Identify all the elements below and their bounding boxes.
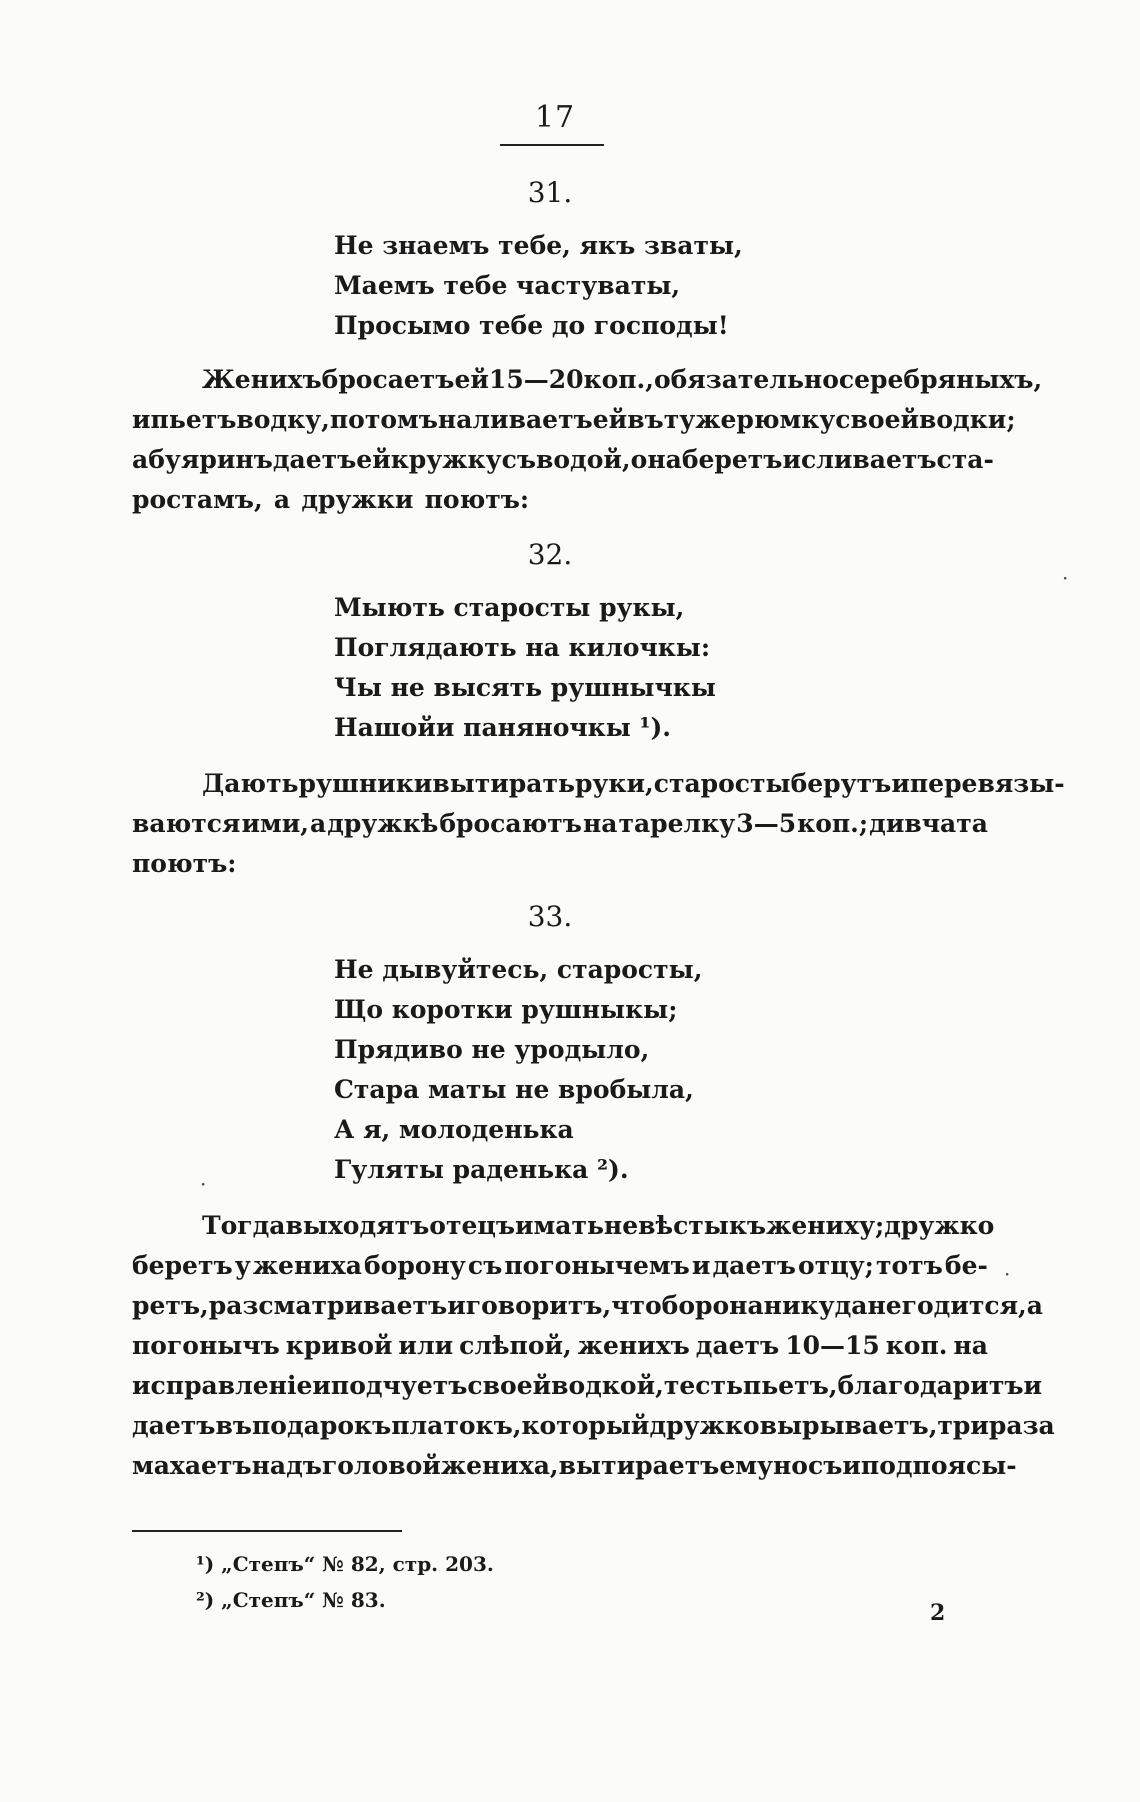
footnotes	[196, 1546, 494, 1618]
prose-word: перевязы-	[909, 769, 1065, 798]
prose-word: надъ	[251, 1451, 322, 1480]
prose-word: никуда	[763, 1291, 868, 1320]
prose-word: 3—5	[736, 809, 797, 838]
prose-line	[132, 1286, 1043, 1326]
prose-word: 10—15	[785, 1331, 880, 1360]
prose-word: кружку	[390, 445, 502, 474]
prose-word: къ	[728, 1211, 767, 1240]
prose-word: даетъ	[712, 1251, 796, 1280]
prose-word: коп.;	[797, 809, 869, 838]
prose-line	[132, 844, 988, 884]
prose-word: коп.	[885, 1331, 948, 1360]
prose-word: или	[398, 1331, 454, 1360]
prose-word: Женихъ	[202, 365, 322, 394]
prose-word: жениха,	[440, 1451, 559, 1480]
verse-line: Гуляты раденька ²).	[334, 1155, 629, 1184]
footnote-rule	[132, 1530, 402, 1532]
prose-word: берутъ	[790, 769, 892, 798]
prose-word: платокъ,	[391, 1411, 522, 1440]
section-number-32: 32.	[527, 538, 573, 571]
prose-word: невѣсты	[603, 1211, 729, 1240]
prose-word: наливаетъ	[437, 405, 593, 434]
prose-word: дружко	[884, 1211, 995, 1240]
prose-word: кривой	[285, 1331, 393, 1360]
prose-word: ретъ,	[132, 1291, 209, 1320]
verse-line: Нашойи паняночкы ¹).	[334, 713, 671, 742]
prose-word: раза	[988, 1411, 1055, 1440]
verse-line: Чы не высять рушнычкы	[334, 673, 716, 702]
prose-word: ста-	[936, 445, 994, 474]
prose-word: ту	[663, 405, 696, 434]
page-number: 17	[534, 100, 576, 135]
prose-word: а	[273, 485, 291, 514]
prose-word: тарелку	[618, 809, 736, 838]
prose-word: буяринъ	[148, 445, 273, 474]
prose-32	[132, 764, 1065, 884]
prose-word: ими,	[241, 809, 309, 838]
prose-word: дружко	[649, 1411, 760, 1440]
prose-word: ей	[592, 405, 628, 434]
prose-word: ваются	[132, 809, 241, 838]
prose-word: даетъ	[695, 1331, 780, 1360]
prose-word: отецъ	[429, 1211, 515, 1240]
prose-word: погонычъ	[132, 1331, 280, 1360]
prose-word: подчуетъ	[330, 1371, 468, 1400]
prose-word: ростамъ,	[132, 485, 263, 514]
prose-word: на	[953, 1331, 988, 1360]
prose-word: отцу;	[798, 1251, 874, 1280]
prose-line	[132, 1446, 1017, 1486]
prose-word: 15—20	[488, 365, 584, 394]
prose-word: на	[582, 809, 618, 838]
prose-word: разсматриваетъ	[208, 1291, 448, 1320]
prose-word: выходятъ	[285, 1211, 430, 1240]
prose-word: пьетъ,	[742, 1371, 838, 1400]
prose-word: говоритъ,	[465, 1291, 612, 1320]
prose-word: ему	[719, 1451, 773, 1480]
prose-word: въ	[215, 1411, 252, 1440]
prose-line	[132, 764, 1065, 804]
prose-word: жениха	[252, 1251, 362, 1280]
prose-word: жениху;	[766, 1211, 885, 1240]
prose-word: и	[891, 769, 910, 798]
prose-word: и	[1023, 1371, 1043, 1400]
prose-word: который	[521, 1411, 650, 1440]
prose-word: дружки	[301, 485, 414, 514]
prose-word: водку,	[236, 405, 330, 434]
prose-word: даетъ	[132, 1411, 216, 1440]
print-speck: ·	[1004, 1262, 1011, 1286]
prose-word: и	[515, 1211, 534, 1240]
prose-word: и	[132, 405, 151, 434]
prose-line	[132, 360, 1043, 400]
prose-line	[132, 804, 988, 844]
prose-word: рушники	[298, 769, 433, 798]
prose-33	[132, 1206, 1055, 1486]
prose-word: своей	[467, 1371, 552, 1400]
verse-line: А я, молоденька	[334, 1115, 574, 1144]
prose-word: годится,	[901, 1291, 1027, 1320]
prose-line	[132, 1406, 1055, 1446]
prose-word: и	[782, 445, 801, 474]
prose-word: у	[234, 1251, 251, 1280]
prose-word: и	[447, 1291, 466, 1320]
prose-word: что	[611, 1291, 662, 1320]
prose-line	[132, 480, 988, 520]
prose-word: бросаютъ	[439, 809, 582, 838]
prose-word: благодаритъ	[837, 1371, 1024, 1400]
prose-word: старосты	[653, 769, 791, 798]
prose-word: вытирать	[432, 769, 575, 798]
verse-line: Прядиво не уродыло,	[334, 1035, 650, 1064]
prose-word: она	[630, 445, 682, 474]
prose-word: въ	[627, 405, 664, 434]
prose-word: серебряныхъ,	[838, 365, 1043, 394]
prose-line	[132, 440, 994, 480]
prose-word: потомъ	[329, 405, 438, 434]
verse-line: Не знаемъ тебе, якъ зваты,	[334, 231, 743, 260]
verse-line: Поглядають на килочкы:	[334, 633, 711, 662]
prose-word: водой,	[536, 445, 631, 474]
prose-word: женихъ	[577, 1331, 690, 1360]
prose-word: тесть	[663, 1371, 743, 1400]
prose-word: своей	[835, 405, 920, 434]
verse-33	[334, 950, 702, 1190]
prose-line	[132, 1246, 988, 1286]
verse-line: Мыють старосты рукы,	[334, 593, 685, 622]
prose-word: а	[132, 445, 149, 474]
prose-line	[132, 400, 1016, 440]
print-speck: ·	[1062, 566, 1069, 590]
prose-word: погонычемъ	[504, 1251, 690, 1280]
footnote-1: ¹) „Степъ“ № 82, стр. 203.	[196, 1552, 494, 1576]
section-number-33: 33.	[527, 900, 573, 933]
prose-word: дивчата	[869, 809, 988, 838]
prose-word: и	[842, 1451, 861, 1480]
prose-word: ей	[356, 445, 391, 474]
footnote-2: ²) „Степъ“ № 83.	[196, 1588, 386, 1612]
prose-word: руки,	[574, 769, 654, 798]
prose-word: же	[695, 405, 737, 434]
prose-word: поютъ:	[132, 849, 237, 878]
prose-word: бросаетъ	[321, 365, 455, 394]
prose-word: съ	[501, 445, 536, 474]
prose-word: рюмку	[736, 405, 836, 434]
prose-word: бе-	[944, 1251, 988, 1280]
verse-line: Стара маты не вробыла,	[334, 1075, 694, 1104]
prose-word: дружкѣ	[327, 809, 439, 838]
prose-word: пьетъ	[150, 405, 237, 434]
prose-line	[132, 1366, 1043, 1406]
verse-line: Просымо тебе до господы!	[334, 311, 729, 340]
prose-word: а	[1026, 1291, 1043, 1320]
prose-word: носъ	[773, 1451, 843, 1480]
prose-word: а	[310, 809, 327, 838]
prose-word: съ	[467, 1251, 503, 1280]
prose-word: сливаетъ	[801, 445, 937, 474]
verse-32	[334, 588, 716, 748]
prose-word: подарокъ	[252, 1411, 392, 1440]
prose-word: даетъ	[272, 445, 357, 474]
prose-word: борона	[661, 1291, 764, 1320]
section-number-31: 31.	[527, 176, 573, 209]
prose-word: тотъ	[875, 1251, 943, 1280]
prose-word: три	[937, 1411, 989, 1440]
prose-line	[132, 1326, 988, 1366]
prose-word: и	[691, 1251, 711, 1280]
verse-line: Маемъ тебе частуваты,	[334, 271, 681, 300]
prose-line	[132, 1206, 995, 1246]
verse-line: Що коротки рушныкы;	[334, 995, 678, 1024]
prose-word: беретъ	[132, 1251, 233, 1280]
prose-word: вырываетъ,	[759, 1411, 938, 1440]
prose-word: и	[312, 1371, 331, 1400]
prose-word: не	[867, 1291, 902, 1320]
verse-31	[334, 226, 743, 346]
prose-word: исправленіе	[132, 1371, 313, 1400]
prose-word: Тогда	[202, 1211, 286, 1240]
print-speck: ·	[200, 1172, 207, 1196]
prose-word: обязательно	[653, 365, 839, 394]
prose-word: беретъ	[681, 445, 783, 474]
sheet-signature: 2	[930, 1600, 946, 1626]
prose-31	[132, 360, 1043, 520]
prose-word: махаетъ	[132, 1451, 252, 1480]
prose-word: Дають	[202, 769, 299, 798]
prose-word: борону	[364, 1251, 466, 1280]
prose-word: коп.,	[583, 365, 654, 394]
prose-word: водкой,	[551, 1371, 664, 1400]
verse-line: Не дывуйтесь, старосты,	[334, 955, 703, 984]
prose-word: подпоясы-	[860, 1451, 1017, 1480]
prose-word: водки;	[919, 405, 1016, 434]
prose-word: головой	[321, 1451, 441, 1480]
prose-word: поютъ:	[424, 485, 530, 514]
prose-word: мать	[533, 1211, 604, 1240]
prose-word: вытираетъ	[558, 1451, 720, 1480]
prose-word: слѣпой,	[459, 1331, 572, 1360]
page-number-rule	[500, 144, 604, 146]
prose-word: ей	[454, 365, 489, 394]
